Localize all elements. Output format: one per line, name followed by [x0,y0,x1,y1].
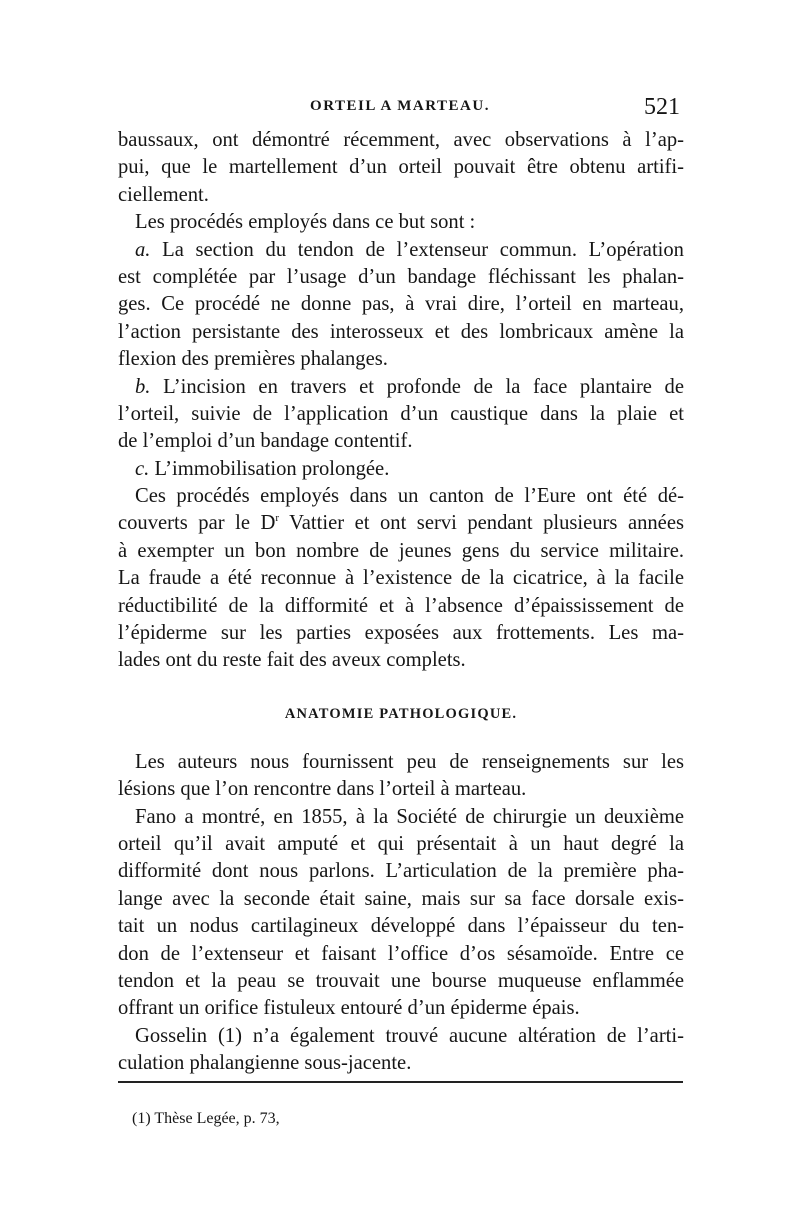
main-text [118,127,684,1078]
footnote: (1) Thèse Legée, p. 73, [132,1110,280,1127]
list-item-a [118,237,684,264]
text-line: don de l’extenseur et faisant l’office d’os sésamoïde. Entre ce [118,942,684,965]
text-line: l’épiderme sur les parties exposées aux frottements. Les ma- [118,622,684,645]
text-line: est complétée par l’usage d’un bandage fléchissant les phalan- [118,265,684,288]
text-line: Ces procédés employés dans un canton de l’Eure ont été dé- [135,485,684,508]
list-item-c [118,456,684,483]
text-line: Les auteurs nous fournissent peu de renseignements sur les [135,750,684,773]
text-line-with-superscript [118,510,684,537]
text-line: ciellement. [118,183,209,206]
text-line: pui, que le martellement d’un orteil pouvait être obtenu artifi- [118,156,684,179]
item-marker: b. [135,375,151,398]
text-line: culation phalangienne sous-jacente. [118,1052,412,1075]
text-line: Les procédés employés dans ce but sont : [135,211,476,234]
text-line: difformité dont nous parlons. L’articulation de la première pha- [118,860,684,883]
text-fragment: Vattier et ont servi pendant plusieurs années [279,512,684,535]
text-line: tait un nodus cartilagineux développé dans l’épaisseur du ten- [118,915,684,938]
superscript: r [275,512,280,525]
running-title: ORTEIL A MARTEAU. [310,98,490,114]
text-line: Gosselin (1) n’a également trouvé aucune altération de l’arti- [135,1024,684,1047]
text-line: baussaux, ont démontré récemment, avec observations à l’ap- [118,129,684,151]
text-fragment: couverts par le D [118,512,276,535]
text-line: réductibilité de la difformité et à l’absence d’épaississement de [118,594,684,617]
text-line: lange avec la seconde était saine, mais sur sa face dorsale exis- [118,887,684,910]
text-line: La fraude a été reconnue à l’existence de la cicatrice, à la facile [118,567,684,590]
text-line: lésions que l’on rencontre dans l’orteil à marteau. [118,778,527,801]
text-line: lades ont du reste fait des aveux complets. [118,649,466,672]
text-line: à exempter un bon nombre de jeunes gens du service militaire. [118,539,684,562]
text-line: ges. Ce procédé ne donne pas, à vrai dire, l’orteil en marteau, [118,293,684,316]
item-text: L’incision en travers et profonde de la face plantaire de [163,375,684,398]
item-text: La section du tendon de l’extenseur commun. L’opération [162,238,684,261]
item-marker: a. [135,238,151,261]
list-item-b [118,374,684,401]
text-line: flexion des premières phalanges. [118,348,388,371]
text-line: Fano a montré, en 1855, à la Société de chirurgie un deuxième [135,805,684,828]
item-text: L’immobilisation prolongée. [154,457,390,480]
section-heading: ANATOMIE PATHOLOGIQUE. [284,705,518,722]
text-line: l’orteil, suivie de l’application d’un caustique dans la plaie et [118,402,684,425]
item-marker: c. [135,457,150,480]
text-line: orteil qu’il avait amputé et qui présentait à un haut degré la [118,832,684,855]
running-head [118,94,682,124]
text-line: offrant un orifice fistuleux entouré d’un épiderme épais. [118,997,580,1020]
footnote-rule [118,1081,683,1083]
text-line: tendon et la peau se trouvait une bourse muqueuse enflammée [118,969,684,992]
text-line: l’action persistante des interosseux et des lombricaux amène la [118,320,684,343]
page-number: 521 [644,94,680,120]
text-line: de l’emploi d’un bandage contentif. [118,430,413,453]
